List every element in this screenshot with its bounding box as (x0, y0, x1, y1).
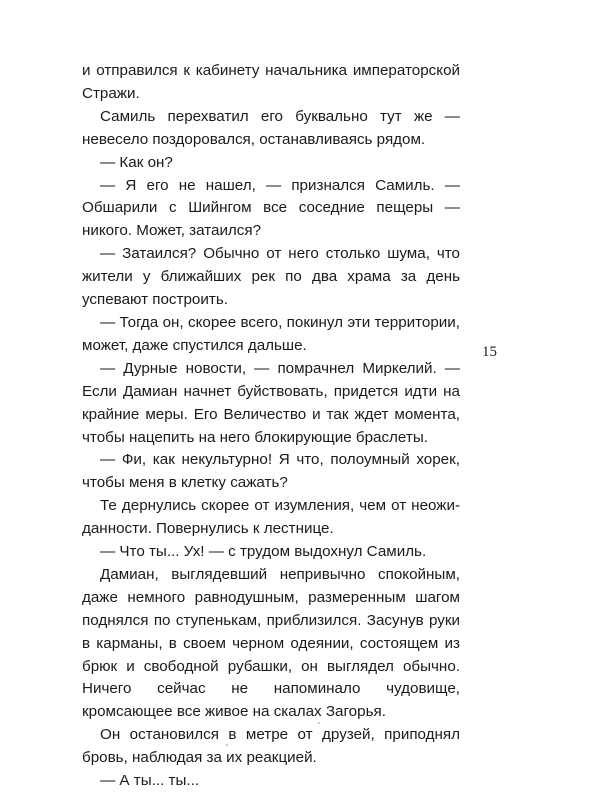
paragraph: — Что ты... Ух! — с трудом выдохнул Самиль. (100, 543, 427, 561)
paragraph: — Затаился? Обычно от него столько шума, что жители у ближайших рек по два храма за день успевают построить. (82, 245, 460, 309)
paragraph: — Как он? (100, 153, 173, 171)
print-speck (318, 722, 320, 724)
paragraph: Те дернулись скорее от изумления, чем от неожиданности. Повернулись к лестнице. (82, 497, 460, 538)
print-speck (226, 744, 228, 746)
paragraph: и отправился к кабинету начальника императорской Стражи. (82, 62, 460, 102)
paragraph: Дамиан, выглядевший непривычно спокойным, даже немного равнодушным, размеренным шагом поднялся по ступенькам, приблизился. Засунув руки в карманы, в своем черном одеянии, состоящем из брюк и свободной рубашки, он выглядел обычно. Ничего сейчас не напоминало чудовище, кромсающее все живое на скалах Загорья. (82, 565, 460, 721)
paragraph: Самиль перехватил его буквально тут же — невесело поздоровался, останавливаясь рядом. (82, 107, 460, 148)
paragraph: — Фи, как некультурно! Я что, полоумный хорек, чтобы меня в клетку сажать? (82, 451, 460, 492)
paragraph: Он остановился в метре от друзей, приподнял бровь, наблюдая за их реакцией. (82, 726, 460, 767)
paragraph: — Я его не нашел, — признался Самиль. — Обшарили с Шийнгом все соседние пещеры — никого. Может, затаился? (82, 176, 460, 240)
paragraph: — Тогда он, скорее всего, покинул эти территории, может, даже спустился дальше. (82, 313, 460, 354)
page-number: 15 (482, 344, 497, 360)
page-body-text (82, 60, 460, 793)
paragraph: — Дурные новости, — помрачнел Миркелий. — Если Дамиан начнет буйствовать, придется идти на крайние меры. Его Величество и так ждет момента, чтобы нацепить на него блокирующие браслеты. (82, 359, 460, 446)
paragraph: — А ты... ты... (100, 772, 200, 790)
